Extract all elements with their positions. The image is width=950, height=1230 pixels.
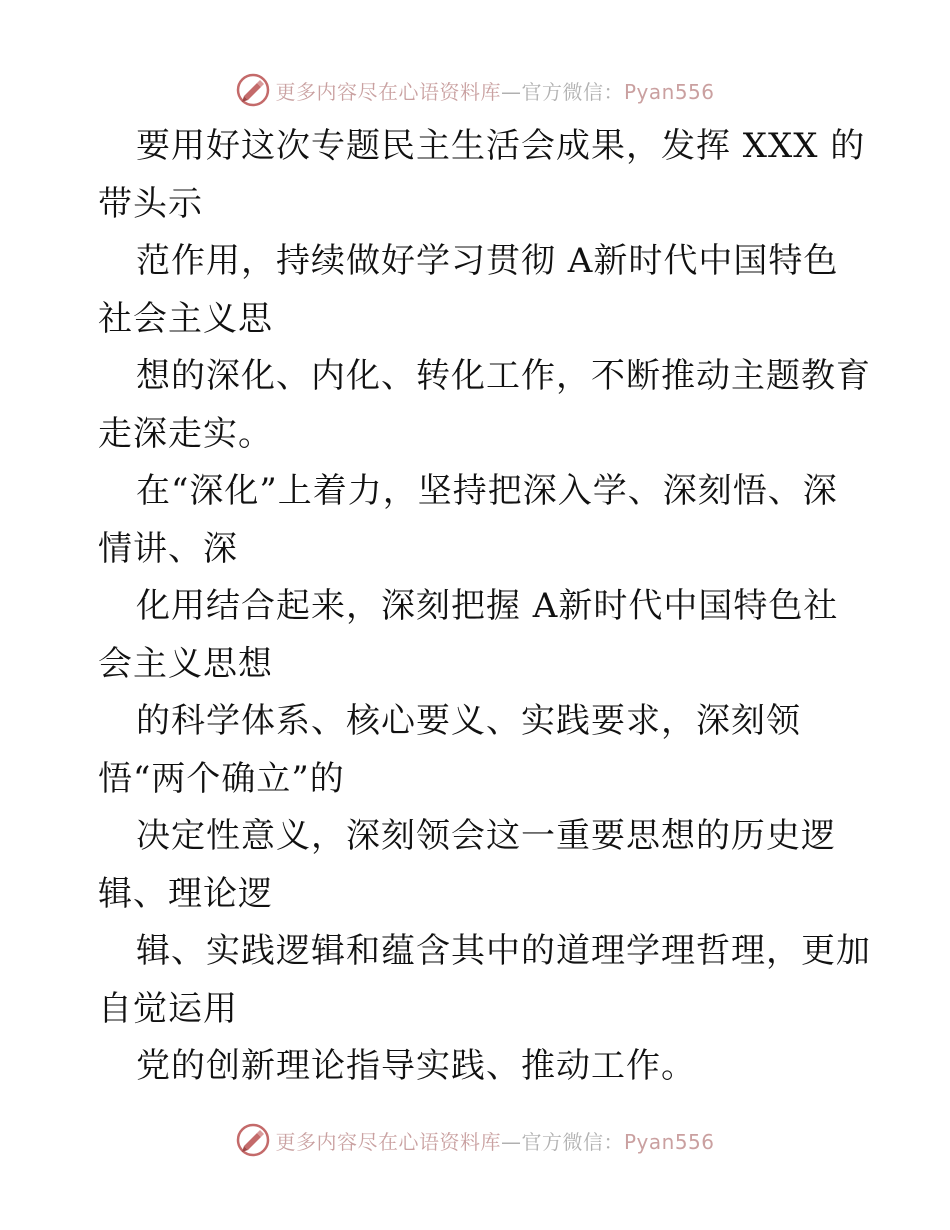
body-line: 范作用，持续做好学习贯彻 A新时代中国特色: [136, 241, 839, 281]
body-line: 带头示: [98, 183, 203, 224]
body-line: 在“深化”上着力，坚持把深入学、深刻悟、深: [136, 471, 838, 511]
footer-wechat-label: 官方微信：: [521, 1129, 624, 1154]
body-line: 走深走实。: [98, 413, 273, 454]
body-line: 化用结合起来，深刻把握 A新时代中国特色社: [136, 586, 839, 626]
body-line: 要用好这次专题民主生活会成果，发挥 XXX 的: [136, 126, 866, 166]
body-line: 悟“两个确立”的: [98, 758, 345, 799]
header-promo-text: 更多内容尽在心语资料库: [275, 79, 501, 104]
header-dash: —: [500, 79, 522, 104]
header-banner: [0, 68, 950, 112]
brand-logo-icon: [235, 1122, 271, 1158]
body-line: 辑、实践逻辑和蕴含其中的道理学理哲理，更加: [136, 931, 871, 971]
footer-dash: —: [500, 1129, 522, 1154]
brand-logo-icon: [235, 72, 271, 108]
footer-banner: [0, 1118, 950, 1162]
header-wechat-label: 官方微信：: [521, 79, 624, 104]
body-line: 自觉运用: [98, 988, 238, 1029]
body-line: 会主义思想: [98, 643, 273, 684]
document-body: [98, 118, 878, 1096]
header-wechat-id: Pyan556: [623, 79, 715, 104]
body-line: 决定性意义，深刻领会这一重要思想的历史逻: [136, 816, 836, 856]
body-line: 想的深化、内化、转化工作，不断推动主题教育: [136, 356, 871, 396]
footer-promo-text: 更多内容尽在心语资料库: [275, 1129, 501, 1154]
body-line: 社会主义思: [98, 298, 273, 339]
body-line: 辑、理论逻: [98, 873, 273, 914]
body-line: 党的创新理论指导实践、推动工作。: [136, 1046, 696, 1086]
footer-wechat-id: Pyan556: [623, 1129, 715, 1154]
footer-promo: [275, 1126, 714, 1155]
header-promo: [275, 76, 714, 105]
body-line: 的科学体系、核心要义、实践要求，深刻领: [136, 701, 801, 741]
body-line: 情讲、深: [98, 528, 238, 569]
